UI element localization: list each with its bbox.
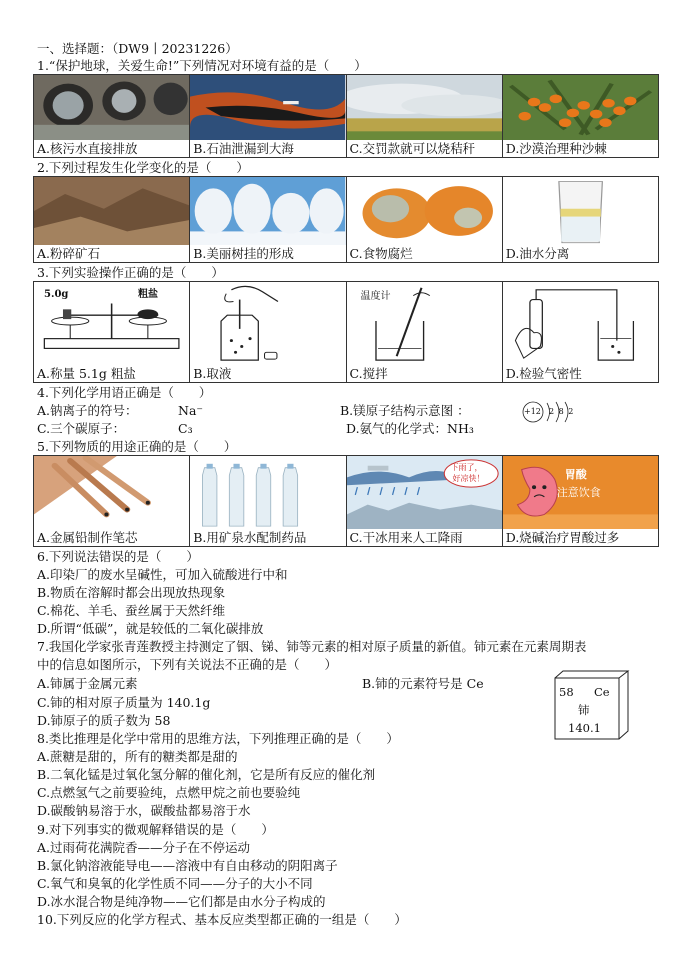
- q6-stem: 6.下列说法错误的是（ ）: [37, 549, 199, 564]
- q3-option-c-label: C.搅拌: [349, 366, 388, 381]
- q2-option-b-label: B.美丽树挂的形成: [193, 246, 294, 261]
- q9-option-a: A.过雨荷花满院香——分子在不停运动: [37, 840, 251, 855]
- rotten-oranges-image: [347, 177, 502, 245]
- q3-option-c[interactable]: [347, 282, 503, 382]
- stomach-acid-image: [503, 456, 658, 529]
- q5-option-c-label: C.干冰用来人工降雨: [349, 530, 463, 545]
- q3-option-a-label: A.称量 5.1g 粗盐: [37, 366, 136, 381]
- q4-option-a: A.钠离子的符号：: [37, 403, 138, 418]
- q2-option-d-label: D.油水分离: [505, 246, 570, 261]
- q2-option-c[interactable]: [347, 177, 503, 262]
- q2-option-a[interactable]: [34, 177, 190, 262]
- q7-option-b: B.铈的元素符号是 Ce: [362, 676, 484, 691]
- element-name: 铈: [578, 703, 590, 717]
- q8-option-d: D.碳酸钠易溶于水，碳酸盐都易溶于水: [37, 803, 251, 818]
- q4-option-c-symbol: C₃: [178, 421, 193, 436]
- oil-water-glass-image: [503, 177, 658, 245]
- oil-spill-image: [190, 75, 345, 140]
- q9-option-c: C.氧气和臭氧的化学性质不同——分子的大小不同: [37, 876, 313, 891]
- stomach-label-line1: 胃酸: [564, 468, 587, 481]
- q9-option-b: B.氯化钠溶液能导电——溶液中有自由移动的阴阳离子: [37, 858, 338, 873]
- q6-option-c: C.棉花、羊毛、蚕丝属于天然纤维: [37, 603, 226, 618]
- element-mass: 140.1: [568, 721, 601, 735]
- weight-label: 5.0g: [44, 289, 69, 300]
- q3-option-d[interactable]: [503, 282, 658, 382]
- sea-buckthorn-image: [503, 75, 658, 140]
- q2-option-a-label: A.粉碎矿石: [37, 246, 101, 261]
- stirring-image: [347, 282, 502, 365]
- q7-stem-line1: 7.我国化学家张青莲教授主持测定了铟、锑、铈等元素的相对原子质量的新值。铈元素在元素周期表: [37, 639, 587, 654]
- balance-scale-image: [34, 282, 189, 365]
- q1-option-c-label: C.交罚款就可以烧秸秆: [349, 141, 476, 156]
- q5-option-b-label: B.用矿泉水配制药品: [193, 530, 307, 545]
- q3-options-grid: [33, 281, 659, 383]
- sewage-pipes-image: [34, 75, 189, 140]
- q4-option-c: C.三个碳原子：: [37, 421, 126, 436]
- q3-option-b[interactable]: [190, 282, 346, 382]
- q1-option-d[interactable]: [503, 75, 658, 157]
- element-number: 58: [559, 685, 574, 699]
- water-bottles-image: [190, 456, 345, 529]
- q1-option-a[interactable]: [34, 75, 190, 157]
- q4-option-b: B.镁原子结构示意图 ：: [340, 403, 470, 418]
- q5-option-d[interactable]: [503, 456, 658, 546]
- cerium-element-card: [554, 670, 630, 740]
- straw-burning-image: [347, 75, 502, 140]
- q8-option-a: A.蔗糖是甜的，所有的糖类都是甜的: [37, 749, 238, 764]
- q1-option-b-label: B.石油泄漏到大海: [193, 141, 294, 156]
- q5-option-b[interactable]: [190, 456, 346, 546]
- dropper-image: [190, 282, 345, 365]
- q3-option-b-label: B.取液: [193, 366, 232, 381]
- stomach-label-line2: 注意饮食: [556, 486, 601, 499]
- airtight-test-image: [503, 282, 658, 365]
- q2-option-b[interactable]: [190, 177, 346, 262]
- q4-option-d: D.氨气的化学式：NH₃: [346, 421, 474, 436]
- q1-options-grid: [33, 74, 659, 158]
- q7-option-a: A.铈属于金属元素: [37, 676, 138, 691]
- q2-option-d[interactable]: [503, 177, 658, 262]
- ore-image: [34, 177, 189, 245]
- mg-atom-diagram: [520, 399, 578, 425]
- pencils-image: [34, 456, 189, 529]
- q3-stem: 3.下列实验操作正确的是（ ）: [37, 265, 224, 280]
- q2-option-c-label: C.食物腐烂: [349, 246, 413, 261]
- q2-stem: 2.下列过程发生化学变化的是（ ）: [37, 160, 249, 175]
- q7-stem-line2: 中的信息如图所示，下列有关说法不正确的是（ ）: [37, 657, 338, 672]
- q7-option-c: C.铈的相对原子质量为 140.1g: [37, 695, 211, 710]
- q4-option-a-symbol: Na⁻: [178, 403, 203, 418]
- q2-options-grid: [33, 176, 659, 263]
- mg-nucleus-label: +12: [524, 407, 541, 416]
- speech-bubble-line2: 好凉快！: [452, 474, 485, 483]
- q6-option-d: D.所谓“低碳”，就是较低的二氧化碳排放: [37, 621, 264, 636]
- section-title: 一、选择题：（DW9丨20231226）: [37, 41, 238, 56]
- q5-option-c[interactable]: [347, 456, 503, 546]
- q8-option-b: B.二氧化锰是过氧化氢分解的催化剂，它是所有反应的催化剂: [37, 767, 376, 782]
- frost-trees-image: [190, 177, 345, 245]
- q1-option-b[interactable]: [190, 75, 346, 157]
- q6-option-b: B.物质在溶解时都会出现放热现象: [37, 585, 226, 600]
- q5-option-d-label: D.烧碱治疗胃酸过多: [505, 530, 620, 545]
- q5-options-grid: [33, 455, 659, 547]
- q5-option-a[interactable]: [34, 456, 190, 546]
- q9-stem: 9.对下列事实的微观解释错误的是（ ）: [37, 822, 274, 837]
- q9-option-d: D.冰水混合物是纯净物——它们都是由水分子构成的: [37, 894, 326, 909]
- q1-option-c[interactable]: [347, 75, 503, 157]
- q3-option-d-label: D.检验气密性: [505, 366, 582, 381]
- q5-option-a-label: A.金属铅制作笔芯: [37, 530, 138, 545]
- q8-option-c: C.点燃氢气之前要验纯，点燃甲烷之前也要验纯: [37, 785, 301, 800]
- q5-stem: 5.下列物质的用途正确的是（ ）: [37, 439, 237, 454]
- q1-option-a-label: A.核污水直接排放: [37, 141, 138, 156]
- q1-stem: 1.“保护地球，关爱生命!”下列情况对环境有益的是（ ）: [37, 58, 367, 73]
- cloud-seeding-image: [347, 456, 502, 529]
- speech-bubble-line1: 下雨了，: [450, 463, 483, 472]
- salt-label: 粗盐: [138, 289, 158, 300]
- q10-stem: 10.下列反应的化学方程式、基本反应类型都正确的一组是（ ）: [37, 912, 407, 927]
- element-symbol: Ce: [594, 685, 610, 699]
- q7-option-d: D.铈原子的质子数为 58: [37, 713, 171, 728]
- q6-option-a: A.印染厂的废水呈碱性，可加入硫酸进行中和: [37, 567, 288, 582]
- thermometer-label: 温度计: [360, 291, 391, 302]
- q4-stem: 4.下列化学用语正确是（ ）: [37, 385, 212, 400]
- q3-option-a[interactable]: [34, 282, 190, 382]
- q8-stem: 8.类比推理是化学中常用的思维方法，下列推理正确的是（ ）: [37, 731, 399, 746]
- q1-option-d-label: D.沙漠治理种沙棘: [505, 141, 607, 156]
- mg-shells-label: 2 8 2: [549, 407, 574, 416]
